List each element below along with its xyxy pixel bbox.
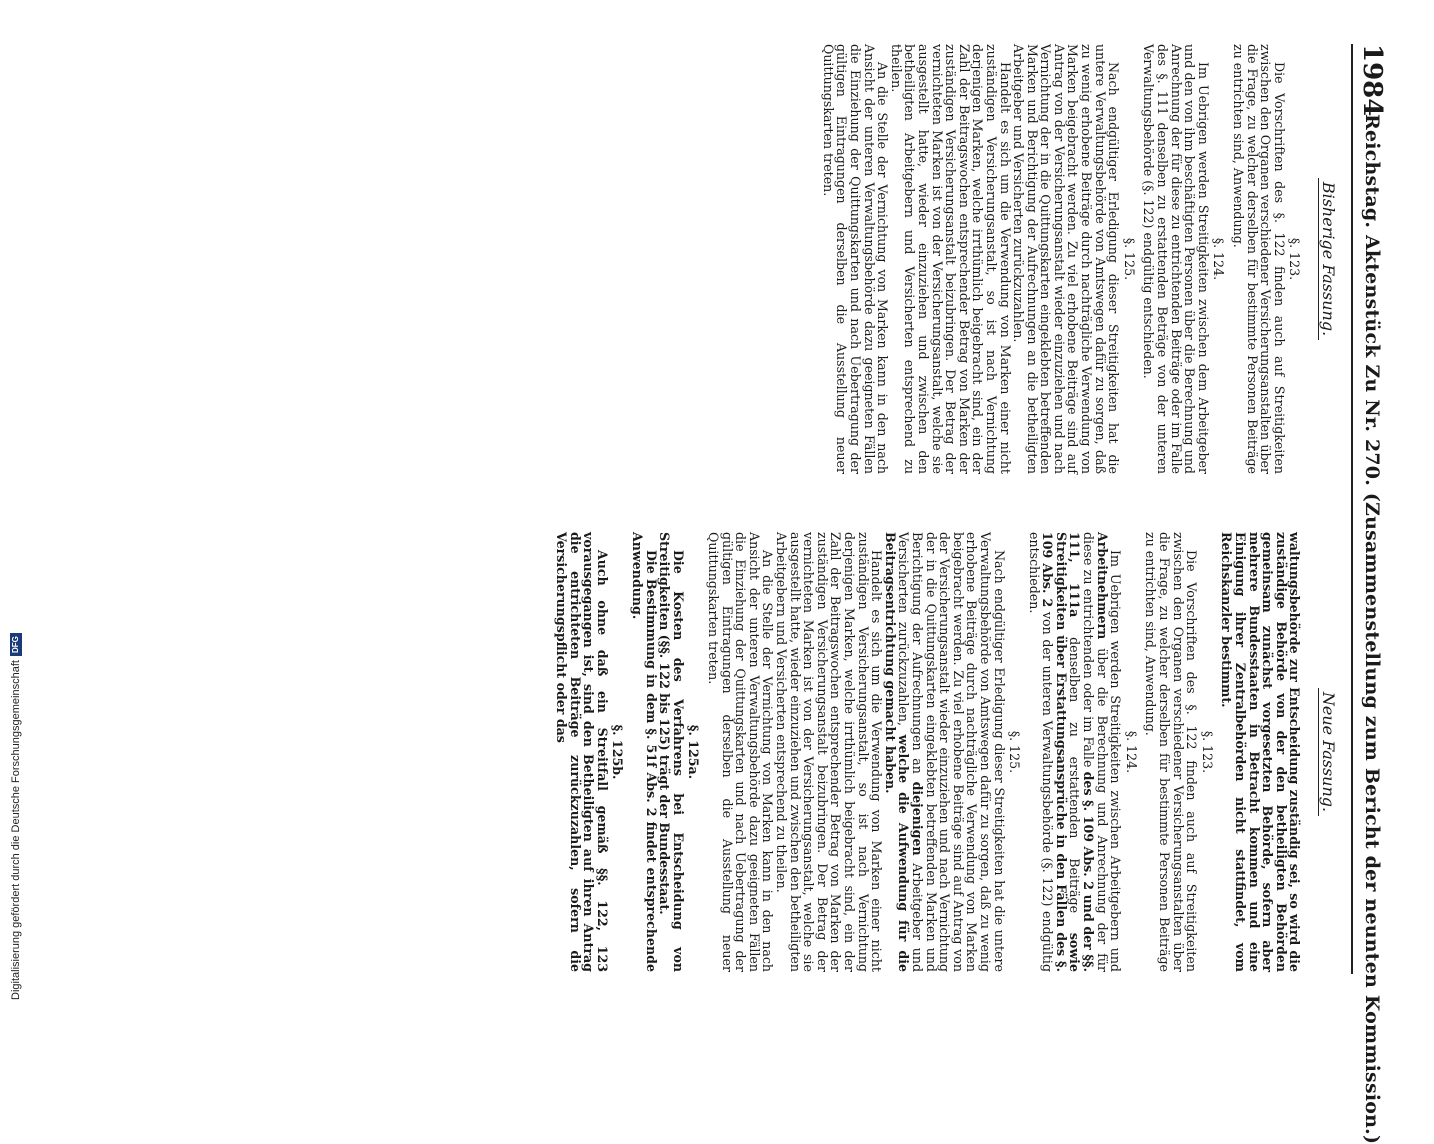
- column-bisherige-fassung: [821, 44, 1339, 474]
- section-number: §. 123.: [1199, 730, 1215, 774]
- amended-text: des §. 109 Abs. 2 und der §§. 111, 111a: [1067, 532, 1097, 972]
- column-heading: Bisherige Fassung.: [1321, 44, 1335, 474]
- section-paragraph: Handelt es sich um die Verwendung von Marken einer nicht zuständigen Versicherungsanstalt, so ist nach Vernichtung derjenigen Marken, welche irrthümlich beigebracht sind, ein der Zahl der Beitragswochen entsprechender Betrag von Marken der zuständigen Versicherungsanstalt beizubringen. Der Betrag der vernichteten Marken ist von der Versicherungsanstalt, welche sie ausgestellt hatte, wieder einzuziehen und zwischen den betheiligten Arbeitgebern und Versicherten entsprechend zu theilen.: [774, 532, 885, 972]
- page-title: Reichstag. Aktenstück Zu Nr. 270. (Zusammenstellung zum Bericht der neunten Kommission.): [1361, 114, 1383, 1144]
- dfg-logo-icon: DFG: [10, 633, 22, 656]
- section-number: §. 124.: [1211, 237, 1227, 281]
- column-neue-fassung: [555, 532, 1339, 972]
- section-paragraph: Nach endgültiger Erledigung dieser Streitigkeiten hat die untere Verwaltungsbehörde von Amtswegen dafür zu sorgen, daß zu wenig erhobene Beiträge durch nachträgliche Verwendung von Marken beigebracht werden. Zu viel erhobene Beiträge sind auf Antrag von der Versicherungsanstalt wieder einzuziehen und nach Vernichtung der in die Quittungskarten eingeklebten betreffenden Marken und Berichtigung der Aufrechnungen an die betheiligten Arbeitgeber und Versicherten zurückzuzahlen.: [1011, 44, 1122, 474]
- section-paragraph: Handelt es sich um die Verwendung von Marken einer nicht zuständigen Versicherungsanstalt, so ist nach Vernichtung derjenigen Marken, welche irrthümlich beigebracht sind, ein der Zahl der Beitragswochen entsprechender Betrag von Marken der zuständigen Versicherungsanstalt beizubringen. Der Betrag der vernichteten Marken ist von der Versicherungsanstalt, welche sie ausgestellt hatte, wieder einzuziehen und zwischen den betheiligten Arbeitgebern und Versicherten entsprechend zu theilen.: [888, 44, 1013, 474]
- column-heading: Neue Fassung.: [1321, 532, 1335, 972]
- amended-text: welche die Aufwendung für die Beitragsentrichtung gemacht haben.: [882, 532, 912, 972]
- section-paragraph: Die Vorschriften des §. 122 finden auch auf Streitigkeiten zwischen den Organen verschiedener Versicherungsanstalten über die Frage, zu welcher derselben für bestimmte Personen Beiträge zu entrichten sind, Anwendung.: [1143, 532, 1200, 972]
- section-paragraph: Auch ohne daß ein Streitfall gemäß §§. 122, 123 vorausgegangen ist, sind den Betheiligten auf ihren Antrag die entrichteten Beiträge zurückzuzahlen, sofern die Versicherungspflicht oder das: [554, 532, 610, 972]
- continued-paragraph: waltungsbehörde zur Entscheidung zuständig sei, so wird die zuständige Behörde von der den betheiligten Behörden gemeinsam zunächst vorgesetzten Behörde, sofern aber mehrere Bundesstaaten in Betracht kommen und eine Einigung ihrer Zentralbehörden nicht stattfindet, vom Reichskanzler bestimmt.: [1219, 532, 1303, 972]
- section-number: §. 125.: [1121, 237, 1137, 281]
- section-paragraph: Die Kosten des Verfahrens bei Entscheidung von Streitigkeiten (§§. 122 bis 125) trägt der Bundesstaat.: [657, 532, 686, 972]
- section-number: §. 125b.: [610, 724, 626, 780]
- section-paragraph: Im Uebrigen werden Streitigkeiten zwischen dem Arbeitgeber und den von ihm beschäftigten Personen über die Berechnung und Anrechnung der für diese zu entrichtenden Beiträge oder im Falle des §. 111 denselben zu erstattenden Beträge von der unteren Verwaltungsbehörde (§. 122) endgültig entschieden.: [1141, 44, 1211, 474]
- section-paragraph: Die Vorschriften des §. 122 finden auch auf Streitigkeiten zwischen den Organen verschiedener Versicherungsanstalten über die Frage, zu welcher derselben für bestimmte Personen Beiträge zu entrichten sind, Anwendung.: [1231, 44, 1287, 474]
- section-paragraph: Die Bestimmung in dem §. 51f Abs. 2 findet entsprechende Anwendung.: [630, 532, 659, 972]
- amended-text: Arbeitnehmern: [1094, 532, 1110, 640]
- document-page: [339, 44, 1389, 1144]
- section-paragraph: An die Stelle der Vernichtung von Marken kann in den nach Ansicht der unteren Verwaltungsbehörde dazu geeigneten Fällen die Einziehung der Quittungskarten und nach Uebertragung der gültigen Eintragungen derselben die Ausstellung neuer Quittungskarten treten.: [820, 44, 891, 474]
- section-number: §. 123.: [1287, 237, 1303, 281]
- page-number: 1984: [1357, 44, 1387, 117]
- section-number: §. 125.: [1007, 730, 1023, 774]
- amended-text: sowie Streitigkeiten über Erstattungsansprüche in den Fällen des §. 109 Abs. 2: [1040, 532, 1083, 972]
- section-number: §. 124.: [1123, 730, 1139, 774]
- header-rule: [1351, 44, 1353, 974]
- credit-text: Digitalisierung gefördert durch die Deutsche Forschungsgemeinschaft: [10, 660, 22, 1000]
- section-paragraph: Nach endgültiger Erledigung dieser Streitigkeiten hat die untere Verwaltungsbehörde von Amtswegen dafür zu sorgen, daß zu wenig erhobene Beiträge durch nachträgliche Verwendung von Marken beigebracht werden. Zu viel erhobene Beiträge sind auf Antrag von der Versicherungsanstalt wieder einzuziehen und nach Vernichtung der in die Quittungskarten eingeklebten betreffenden Marken und Berichtigung der Aufrechnungen an diejenigen Arbeitgeber und Versicherten zurückzuzahlen, welche die Aufwendung für die Beitragsentrichtung gemacht haben.: [882, 532, 1007, 973]
- section-paragraph: An die Stelle der Vernichtung von Marken kann in den nach Ansicht der unteren Verwaltungsbehörde dazu geeigneten Fällen die Einziehung der Quittungskarten und nach Uebertragung der gültigen Eintragungen derselben die Ausstellung neuer Quittungskarten treten.: [706, 532, 776, 972]
- section-number: §. 125a.: [686, 724, 702, 780]
- digitization-credit: [0, 600, 24, 1000]
- amended-text: diejenigen: [909, 781, 925, 856]
- section-paragraph: Im Uebrigen werden Streitigkeiten zwischen Arbeitgebern und Arbeitnehmern über die Berechnung und Anrechnung der für diese zu entrichtenden oder im Falle des §. 109 Abs. 2 und der §§. 111, 111a denselben zu erstattenden Beiträge sowie Streitigkeiten über Erstattungsansprüche in den Fällen des §. 109 Abs. 2 von der unteren Verwaltungsbehörde (§. 122) endgültig entschieden.: [1026, 532, 1124, 972]
